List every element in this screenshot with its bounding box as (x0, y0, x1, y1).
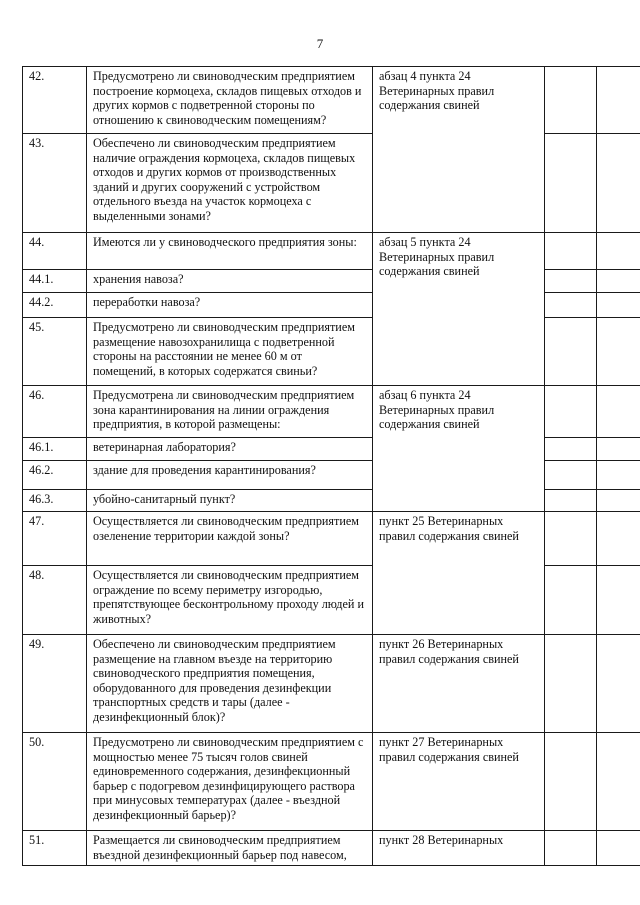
answer-cell[interactable] (545, 293, 597, 318)
answer-cell[interactable] (545, 566, 597, 635)
table-row (23, 733, 640, 831)
table-row (23, 270, 640, 293)
reference-text: пункт 25 Ветеринарных правил содержания свиней (373, 512, 545, 635)
table-row (23, 461, 640, 490)
answer-cell[interactable] (545, 635, 597, 733)
question-text: Имеются ли у свиноводческого предприятия зоны: (87, 233, 373, 270)
answer-cell[interactable] (545, 512, 597, 566)
reference-text: пункт 27 Ветеринарных правил содержания свиней (373, 733, 545, 831)
table-row (23, 67, 640, 134)
answer-cell[interactable] (545, 733, 597, 831)
note-cell[interactable] (597, 733, 640, 831)
row-number: 46. (23, 386, 87, 438)
row-number: 46.3. (23, 490, 87, 512)
note-cell[interactable] (597, 270, 640, 293)
table-row (23, 318, 640, 386)
row-number: 46.2. (23, 461, 87, 490)
note-cell[interactable] (597, 490, 640, 512)
question-text: Предусмотрено ли свиноводческим предприятием построение кормоцеха, складов пищевых отходов и других кормов с подветренной стороны по отношению к свиноводческим помещениям? (87, 67, 373, 134)
table-row (23, 438, 640, 461)
reference-text: абзац 6 пункта 24 Ветеринарных правил содержания свиней (373, 386, 545, 512)
answer-cell[interactable] (545, 270, 597, 293)
question-text: Предусмотрено ли свиноводческим предприятием размещение навозохранилища с подветренной стороны на расстоянии не менее 60 м от помещений, в которых содержатся свиньи? (87, 318, 373, 386)
table-row (23, 831, 640, 866)
table-row (23, 293, 640, 318)
note-cell[interactable] (597, 67, 640, 134)
note-cell[interactable] (597, 318, 640, 386)
table-row (23, 566, 640, 635)
answer-cell[interactable] (545, 134, 597, 233)
note-cell[interactable] (597, 566, 640, 635)
table-row (23, 233, 640, 270)
page-number: 7 (316, 36, 324, 51)
reference-text: абзац 4 пункта 24 Ветеринарных правил содержания свиней (373, 67, 545, 233)
row-number: 51. (23, 831, 87, 866)
note-cell[interactable] (597, 461, 640, 490)
answer-cell[interactable] (545, 233, 597, 270)
table-row (23, 134, 640, 233)
table-row (23, 490, 640, 512)
row-number: 45. (23, 318, 87, 386)
question-text: Предусмотрено ли свиноводческим предприятием с мощностью менее 75 тысяч голов свиней единовременного содержания, дезинфекционный барьер с подогревом дезинфицирующего раствора при минусовых температурах (далее - въездной дезинфекционный барьер)? (87, 733, 373, 831)
question-text: Предусмотрена ли свиноводческим предприятием зона карантинирования на линии ограждения предприятия, в которой размещены: (87, 386, 373, 438)
row-number: 50. (23, 733, 87, 831)
question-text: Обеспечено ли свиноводческим предприятием наличие ограждения кормоцеха, складов пищевых отходов и других кормов от производственных зданий и других сооружений с устройством отдельного въезда на участок кормоцеха с выделенными зонами? (87, 134, 373, 233)
answer-cell[interactable] (545, 490, 597, 512)
row-number: 48. (23, 566, 87, 635)
table-row (23, 635, 640, 733)
answer-cell[interactable] (545, 438, 597, 461)
reference-text: пункт 28 Ветеринарных (373, 831, 545, 866)
row-number: 42. (23, 67, 87, 134)
answer-cell[interactable] (545, 67, 597, 134)
row-number: 44.2. (23, 293, 87, 318)
question-text: переработки навоза? (87, 293, 373, 318)
checklist-table (22, 66, 640, 866)
question-text: хранения навоза? (87, 270, 373, 293)
answer-cell[interactable] (545, 461, 597, 490)
answer-cell[interactable] (545, 386, 597, 438)
question-text: ветеринарная лаборатория? (87, 438, 373, 461)
answer-cell[interactable] (545, 318, 597, 386)
question-text: здание для проведения карантинирования? (87, 461, 373, 490)
note-cell[interactable] (597, 635, 640, 733)
question-text: Осуществляется ли свиноводческим предприятием озеленение территории каждой зоны? (87, 512, 373, 566)
answer-cell[interactable] (545, 831, 597, 866)
row-number: 46.1. (23, 438, 87, 461)
question-text: убойно-санитарный пункт? (87, 490, 373, 512)
question-text: Размещается ли свиноводческим предприятием въездной дезинфекционный барьер под навесом, (87, 831, 373, 866)
row-number: 47. (23, 512, 87, 566)
note-cell[interactable] (597, 293, 640, 318)
row-number: 43. (23, 134, 87, 233)
reference-text: пункт 26 Ветеринарных правил содержания свиней (373, 635, 545, 733)
question-text: Обеспечено ли свиноводческим предприятием размещение на главном въезде на территорию свиноводческого предприятия помещения, оборудованного для проведения дезинфекции транспортных средств и тары (далее - дезинфекционный блок)? (87, 635, 373, 733)
row-number: 44.1. (23, 270, 87, 293)
note-cell[interactable] (597, 512, 640, 566)
question-text: Осуществляется ли свиноводческим предприятием ограждение по всему периметру изгородью, препятствующее бесконтрольному проходу людей и животных? (87, 566, 373, 635)
row-number: 49. (23, 635, 87, 733)
note-cell[interactable] (597, 386, 640, 438)
table-row (23, 512, 640, 566)
note-cell[interactable] (597, 233, 640, 270)
note-cell[interactable] (597, 831, 640, 866)
row-number: 44. (23, 233, 87, 270)
table-row (23, 386, 640, 438)
note-cell[interactable] (597, 134, 640, 233)
note-cell[interactable] (597, 438, 640, 461)
reference-text: абзац 5 пункта 24 Ветеринарных правил содержания свиней (373, 233, 545, 386)
